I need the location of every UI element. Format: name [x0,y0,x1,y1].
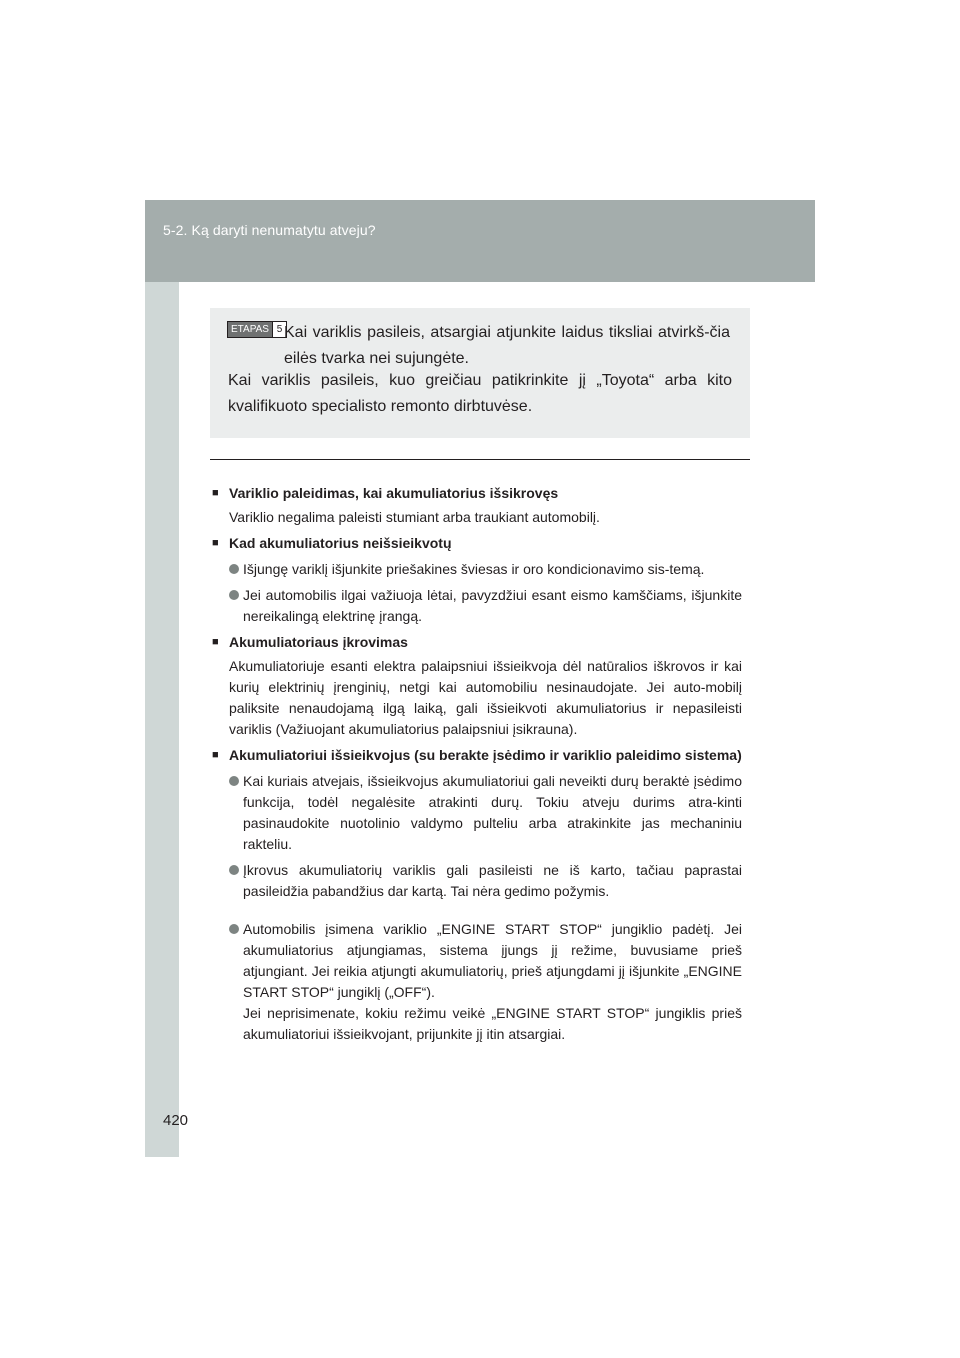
bullet-text-line: Jei neprisimenate, kokiu režimu veikė „ENGINE START STOP“ jungiklis prieš akumuliatoriui išsieikvojant, prijunkite jį itin atsargiai. [243,1005,742,1042]
bullet-text [243,919,742,1045]
section-title-text: Akumuliatoriaus įkrovimas [229,634,408,650]
section-title-text: Kad akumuliatorius neišsieikvotų [229,535,452,551]
section-title-text: Akumuliatoriui išsieikvojus (su berakte įsėdimo ir variklio paleidimo sistema) [229,747,742,763]
section-body: Variklio negalima paleisti stumiant arba traukiant automobilį. [229,509,600,525]
bullet-item [212,919,742,1045]
bullet-dot-icon [229,776,239,786]
notes-content [212,478,742,1045]
side-strip [145,282,179,1157]
bullet-dot-icon [229,590,239,600]
step-instruction-2: Kai variklis pasileis, kuo greičiau patikrinkite jį „Toyota“ arba kito kvalifikuoto specialisto remonto dirbtuvėse. [228,372,732,415]
bullet-text: Įkrovus akumuliatorių variklis gali pasileisti ne iš karto, tačiau paprastai pasileidžia pabandžius dar kartą. Tai nėra gedimo požymis. [243,862,742,899]
section-header-band [145,200,815,282]
step-badge [227,321,287,338]
bullet-item [212,771,742,855]
step-badge-label: ETAPAS [228,322,272,337]
section-marker: ■ [212,749,219,761]
divider-line [210,459,750,460]
bullet-text: Jei automobilis ilgai važiuoja lėtai, pavyzdžiui esant eismo kamščiams, išjunkite nereikalingą elektrinę įrangą. [243,587,742,624]
section-header-title: 5-2. Ką daryti nenumatytu atveju? [163,222,376,238]
section-title [212,632,742,653]
bullet-text: Kai kuriais atvejais, išsieikvojus akumuliatoriui gali neveikti durų beraktė įsėdimo funkcija, todėl negalėsite atrakinti durų. Tokiu atveju durims atra-kinti pasinaudokite nuotolinio valdymo pulteliu arba atrakinkite jas mechaniniu rakteliu. [243,773,742,852]
step-box [210,308,750,438]
bullet-item [212,585,742,627]
bullet-dot-icon [229,865,239,875]
section-title [212,483,742,504]
step-instruction-1: Kai variklis pasileis, atsargiai atjunkite laidus tiksliai atvirkš-čia eilės tvarka nei sujungėte. [284,324,730,367]
section-title-text: Variklio paleidimas, kai akumuliatorius išsikrovęs [229,485,559,501]
bullet-text-line: Automobilis įsimena variklio „ENGINE START STOP“ jungiklio padėtį. Jei akumuliatorius atjungiamas, sistema įjungs jį režime, buvusiame prieš atjungiant. Jei reikia atjungti akumuliatorių, prieš atjungdami jį išjunkite „ENGINE START STOP“ jungiklį („OFF“). [243,921,742,1000]
bullet-item [212,860,742,902]
bullet-text: Išjungę variklį išjunkite priešakines šviesas ir oro kondicionavimo sis-temą. [243,561,705,577]
section-body: Akumuliatoriuje esanti elektra palaipsniui išsieikvoja dėl natūralios iškrovos ir kai kurių elektrinių įrenginių, netgi kai automobiliu nesinaudojate. Jei auto-mobilį paliksite nenaudojamą ilgą laiką, gali išsieikvoti akumuliatorius ir nepasileisti variklis (Važiuojant akumuliatorius palaipsniui įsikrauna). [229,658,742,737]
section-title [212,533,742,554]
step-badge-number: 5 [272,322,286,337]
bullet-item [212,559,742,580]
bullet-dot-icon [229,564,239,574]
section-marker: ■ [212,636,219,648]
page-number: 420 [163,1112,189,1129]
spacer [212,902,742,914]
section-marker: ■ [212,537,219,549]
section-title [212,745,742,766]
bullet-dot-icon [229,924,239,934]
section-marker: ■ [212,487,219,499]
